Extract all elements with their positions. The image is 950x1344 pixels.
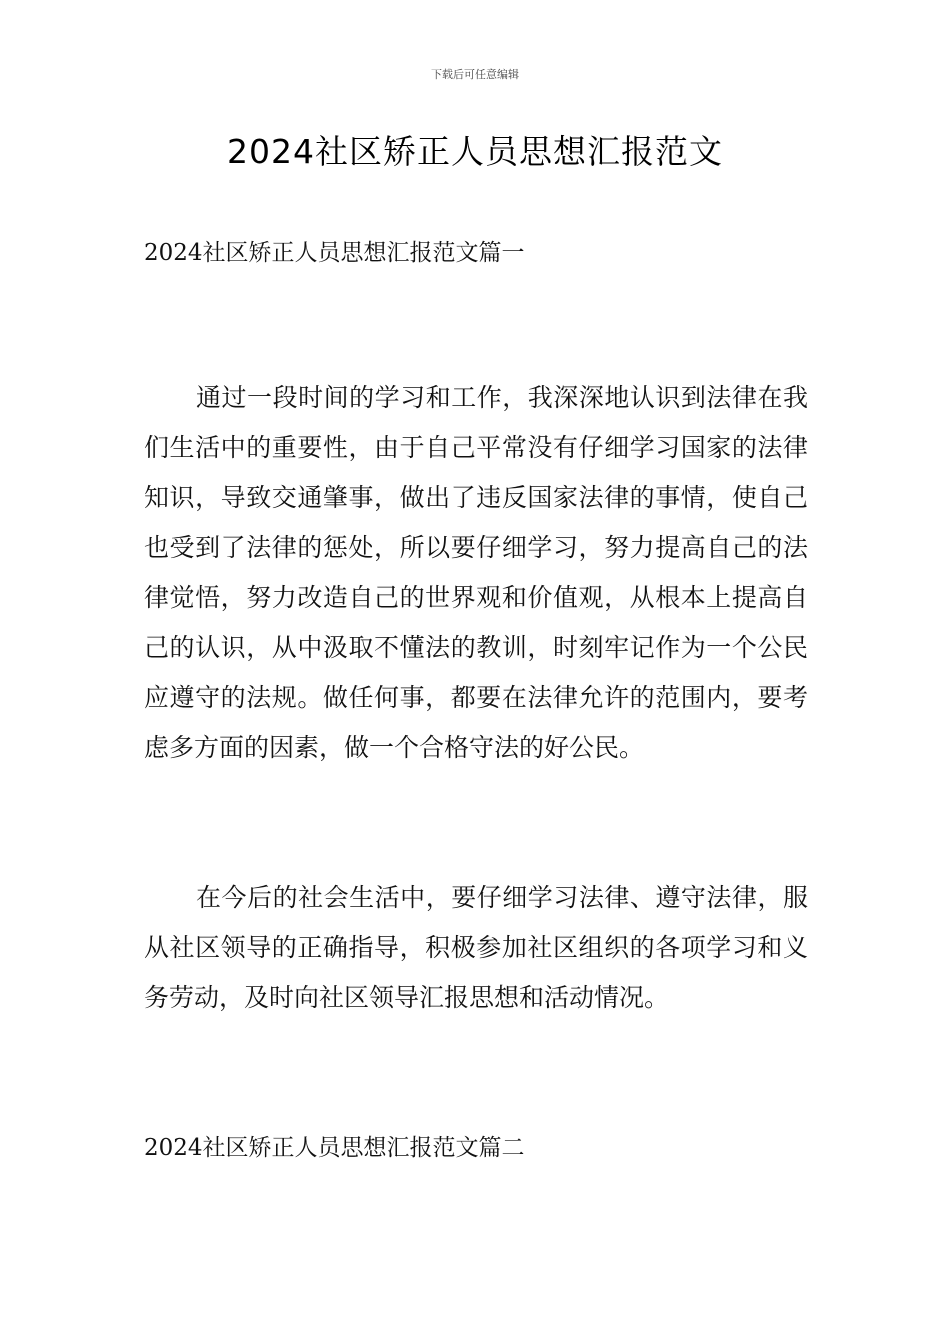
section-heading-2: 2024社区矫正人员思想汇报范文篇二 xyxy=(144,1135,525,1161)
paragraph-1: 通过一段时间的学习和工作，我深深地认识到法律在我们生活中的重要性，由于自己平常没有仔细学习国家的法律知识，导致交通肇事，做出了违反国家法律的事情，使自己也受到了法律的惩处，所以要仔细学习，努力提高自己的法律觉悟，努力改造自己的世界观和价值观，从根本上提高自己的认识，从中汲取不懂法的教训，时刻牢记作为一个公民应遵守的法规。做任何事，都要在法律允许的范围内，要考虑多方面的因素，做一个合格守法的好公民。 xyxy=(144,383,808,762)
header-note: 下载后可任意编辑 xyxy=(431,68,519,81)
paragraph-2: 在今后的社会生活中，要仔细学习法律、遵守法律，服从社区领导的正确指导，积极参加社区组织的各项学习和义务劳动，及时向社区领导汇报思想和活动情况。 xyxy=(144,883,808,1012)
document-title: 2024社区矫正人员思想汇报范文 xyxy=(227,132,723,171)
section-heading-1: 2024社区矫正人员思想汇报范文篇一 xyxy=(144,240,525,266)
